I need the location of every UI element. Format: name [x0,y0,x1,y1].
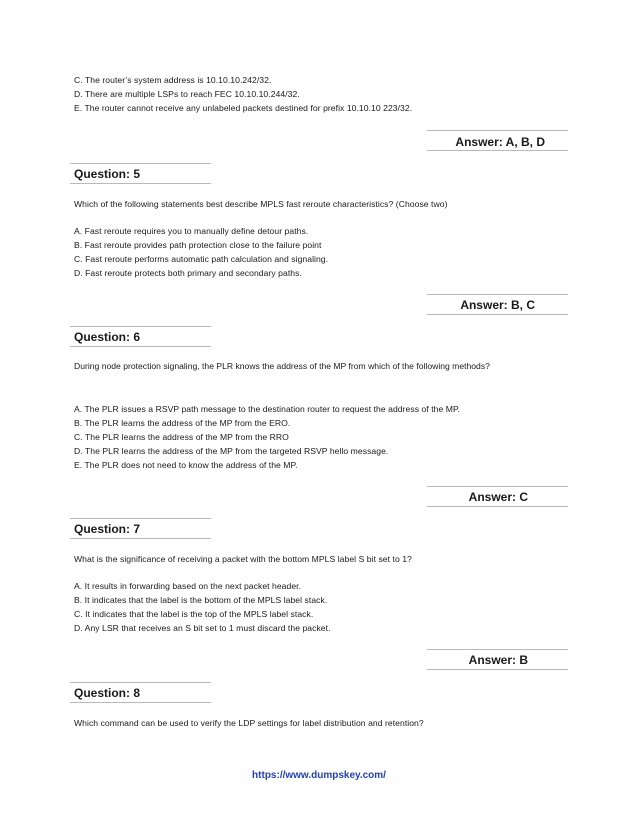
answer-rule-top [427,294,568,295]
question-rule-bottom [70,346,211,347]
answer-label: Answer: C [468,490,528,504]
question-7-title: Question: 7 [74,522,141,536]
answer-rule-top [427,649,568,650]
question-8-text: Which command can be used to verify the LDP settings for label distribution and retention? [74,718,424,728]
answer-rule-bottom [427,314,568,315]
question-7-text: What is the significance of receiving a packet with the bottom MPLS label S bit set to 1? [74,554,412,564]
answer-label: Answer: B, C [460,298,535,312]
question-rule-bottom [70,702,211,703]
option-e: E. The PLR does not need to know the address of the MP. [74,460,298,470]
option-a: A. The PLR issues a RSVP path message to the destination router to request the address of the MP. [74,404,461,414]
option-a: A. It results in forwarding based on the next packet header. [74,581,302,591]
option-d: D. Any LSR that receives an S bit set to 1 must discard the packet. [74,623,331,633]
question-8-title: Question: 8 [74,686,141,700]
footer-link[interactable]: https://www.dumpskey.com/ [252,770,386,781]
question-6-text: During node protection signaling, the PLR knows the address of the MP from which of the following methods? [74,361,490,371]
question-rule-top [70,326,211,327]
question-5-text: Which of the following statements best describe MPLS fast reroute characteristics? (Choose two) [74,199,448,209]
answer-rule-top [427,486,568,487]
option-c: C. Fast reroute performs automatic path calculation and signaling. [74,254,329,264]
option-d: D. Fast reroute protects both primary and secondary paths. [74,268,302,278]
question-5-title: Question: 5 [74,167,141,181]
option-text: E. The router cannot receive any unlabeled packets destined for prefix 10.10.10 223/32. [74,103,413,113]
option-d: D. The PLR learns the address of the MP from the targeted RSVP hello message. [74,446,389,456]
question-6-title: Question: 6 [74,330,141,344]
answer-label: Answer: B [468,653,528,667]
answer-label: Answer: A, B, D [455,135,545,149]
answer-rule-bottom [427,669,568,670]
option-b: B. Fast reroute provides path protection close to the failure point [74,240,322,250]
question-rule-bottom [70,183,211,184]
option-b: B. The PLR learns the address of the MP from the ERO. [74,418,291,428]
option-text: C. The router’s system address is 10.10.10.242/32. [74,75,272,85]
answer-rule-bottom [427,150,568,151]
option-c: C. The PLR learns the address of the MP from the RRO [74,432,289,442]
option-c: C. It indicates that the label is the top of the MPLS label stack. [74,609,314,619]
answer-rule-top [427,130,568,131]
option-text: D. There are multiple LSPs to reach FEC 10.10.10.244/32. [74,89,300,99]
question-rule-top [70,163,211,164]
question-rule-top [70,682,211,683]
question-rule-top [70,518,211,519]
option-a: A. Fast reroute requires you to manually define detour paths. [74,226,309,236]
option-b: B. It indicates that the label is the bottom of the MPLS label stack. [74,595,328,605]
answer-rule-bottom [427,506,568,507]
question-rule-bottom [70,538,211,539]
